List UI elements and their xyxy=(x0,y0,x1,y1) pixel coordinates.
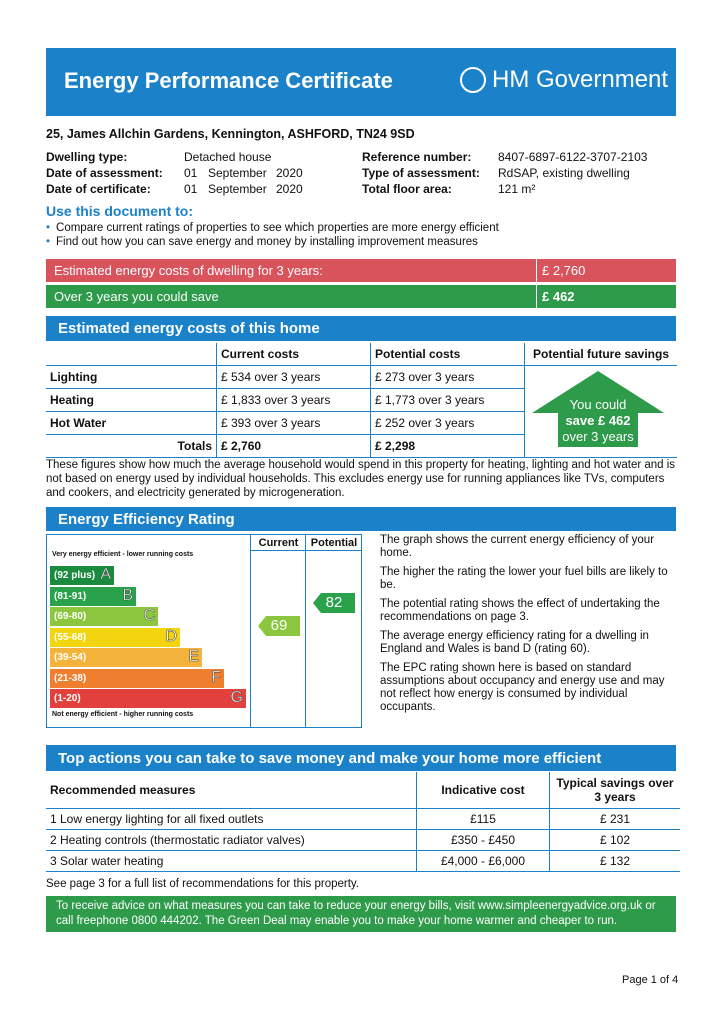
table-header-row xyxy=(46,343,677,366)
floor-area-value: 121 m² xyxy=(498,182,536,196)
measure: 2 Heating controls (thermostatic radiator valves) xyxy=(46,830,417,851)
dwelling-type-value: Detached house xyxy=(184,150,272,164)
savings-label: Over 3 years you could save xyxy=(54,289,219,304)
rating-band xyxy=(50,587,136,606)
bar-divider xyxy=(536,259,537,282)
rating-note: The higher the rating the lower your fuel bills are likely to be. xyxy=(380,566,668,591)
bar-divider xyxy=(536,285,537,308)
table-header-row xyxy=(46,772,680,809)
costs-heading: Estimated energy costs of this home xyxy=(58,320,320,337)
totals-label: Totals xyxy=(46,435,217,458)
date-certificate-year: 2020 xyxy=(276,182,303,196)
row-potential: £ 1,773 over 3 years xyxy=(371,389,525,412)
rating-band xyxy=(50,669,224,688)
rating-note: The EPC rating shown here is based on standard assumptions about occupancy and energy use and may not reflect how energy is consumed by individual occupants. xyxy=(380,662,665,713)
measure-cost: £350 - £450 xyxy=(417,830,550,851)
reference-label: Reference number: xyxy=(362,150,472,164)
column-current: Current xyxy=(258,537,299,549)
rating-note: The graph shows the current energy efficiency of your home. xyxy=(380,534,655,559)
figures-note: These figures show how much the average household would spend in this property for heating, lighting and hot water and is not based on energy used by individual households. This excludes energy use for running appliances like TVs, computers and cookers, and electricity generated by microgeneration. xyxy=(46,459,676,499)
band-range: (39-54) xyxy=(54,652,87,663)
rating-note: The potential rating shows the effect of undertaking the recommendations on page 3. xyxy=(380,598,660,623)
column-divider xyxy=(305,534,306,728)
row-label: Heating xyxy=(46,389,217,412)
row-label: Hot Water xyxy=(46,412,217,435)
rating-band xyxy=(50,607,158,626)
band-letter: F xyxy=(211,668,221,686)
floor-area-label: Total floor area: xyxy=(362,182,452,196)
measure-cost: £4,000 - £6,000 xyxy=(417,851,550,872)
date-certificate-month: September xyxy=(208,182,267,196)
row-current: £ 1,833 over 3 years xyxy=(217,389,371,412)
header-future-savings: Potential future savings xyxy=(525,343,678,366)
estimated-costs-label: Estimated energy costs of dwelling for 3 years: xyxy=(54,263,323,278)
use-bullet: • Compare current ratings of properties to see which properties are more energy efficient xyxy=(46,222,499,234)
rating-heading: Energy Efficiency Rating xyxy=(58,511,235,528)
actions-heading: Top actions you can take to save money and make your home more efficient xyxy=(58,750,602,767)
use-heading: Use this document to: xyxy=(46,203,194,219)
header-current-costs: Current costs xyxy=(217,343,371,366)
row-current: £ 393 over 3 years xyxy=(217,412,371,435)
header-measures: Recommended measures xyxy=(46,772,417,809)
hm-government-logo: HM Government xyxy=(492,66,669,93)
measure: 3 Solar water heating xyxy=(46,851,417,872)
band-range: (81-91) xyxy=(54,590,87,602)
date-assessment-year: 2020 xyxy=(276,166,303,180)
savings-message: You could save £ 462 over 3 years xyxy=(562,397,634,444)
rating-note: The average energy efficiency rating for a dwelling in England and Wales is band D (rating 60). xyxy=(380,630,649,655)
type-assessment-label: Type of assessment: xyxy=(362,166,480,180)
column-potential: Potential xyxy=(310,537,358,549)
recommendations-table xyxy=(46,772,680,872)
date-certificate-day: 01 xyxy=(184,182,198,196)
see-page-note: See page 3 for a full list of recommendations for this property. xyxy=(46,878,359,890)
savings-value: £ 462 xyxy=(542,289,575,304)
table-row xyxy=(46,851,680,872)
band-range: (55-68) xyxy=(54,631,87,643)
measure-saving: £ 231 xyxy=(550,809,681,830)
band-letter: E xyxy=(188,648,199,665)
costs-heading-bar xyxy=(46,316,676,341)
document-title: Energy Performance Certificate xyxy=(64,68,393,93)
bullet-icon: • xyxy=(46,222,51,234)
band-range: (1-20) xyxy=(54,693,81,704)
band-letter: G xyxy=(230,689,243,706)
date-assessment-month: September xyxy=(208,166,267,180)
chart-top-note: Very energy efficient - lower running costs xyxy=(52,551,194,558)
type-assessment-value: RdSAP, existing dwelling xyxy=(498,166,630,180)
header-typical-savings: Typical savings over 3 years xyxy=(550,772,681,809)
rating-notes xyxy=(380,534,676,714)
page-number: Page 1 of 4 xyxy=(622,974,679,986)
savings-bar xyxy=(46,285,676,308)
reference-value: 8407-6897-6122-3707-2103 xyxy=(498,150,648,164)
date-certificate-label: Date of certificate: xyxy=(46,182,151,196)
royal-crest-icon xyxy=(460,67,486,93)
rating-band xyxy=(50,628,180,647)
band-range: (69-80) xyxy=(54,611,87,622)
measure: 1 Low energy lighting for all fixed outlets xyxy=(46,809,417,830)
row-current: £ 534 over 3 years xyxy=(217,366,371,389)
measure-saving: £ 132 xyxy=(550,851,681,872)
rating-heading-bar xyxy=(46,507,676,531)
totals-potential: £ 2,298 xyxy=(371,435,525,458)
potential-rating-arrow: 82 xyxy=(313,593,355,613)
band-range: (92 plus) xyxy=(54,570,96,581)
date-assessment-label: Date of assessment: xyxy=(46,166,163,180)
band-letter: B xyxy=(122,586,133,604)
row-potential: £ 252 over 3 years xyxy=(371,412,525,435)
header-potential-costs: Potential costs xyxy=(371,343,525,366)
current-rating-arrow: 69 xyxy=(258,616,300,636)
row-label: Lighting xyxy=(46,366,217,389)
date-assessment-day: 01 xyxy=(184,166,198,180)
advice-box xyxy=(46,896,676,932)
row-potential: £ 273 over 3 years xyxy=(371,366,525,389)
bullet-icon: • xyxy=(46,236,51,248)
actions-heading-bar xyxy=(46,745,676,771)
band-letter: D xyxy=(165,627,177,645)
dwelling-type-label: Dwelling type: xyxy=(46,150,128,164)
advice-text: To receive advice on what measures you can take to reduce your energy bills, visit www.simpleenergyadvice.org.uk or call freephone 0800 444202. The Green Deal may enable you to make your home warmer and cheaper to run. xyxy=(56,900,656,927)
header-indicative-cost: Indicative cost xyxy=(417,772,550,809)
estimated-costs-bar xyxy=(46,259,676,282)
table-row xyxy=(46,830,680,851)
band-letter: A xyxy=(100,566,111,583)
column-header-line xyxy=(250,550,362,551)
column-divider xyxy=(250,534,251,728)
property-address: 25, James Allchin Gardens, Kennington, ASHFORD, TN24 9SD xyxy=(46,127,415,141)
rating-band xyxy=(50,689,246,708)
rating-band xyxy=(50,566,114,585)
band-letter: C xyxy=(143,607,155,624)
totals-current: £ 2,760 xyxy=(217,435,371,458)
rating-band xyxy=(50,648,202,667)
table-row xyxy=(46,809,680,830)
use-bullet: • Find out how you can save energy and money by installing improvement measures xyxy=(46,236,478,248)
measure-saving: £ 102 xyxy=(550,830,681,851)
measure-cost: £115 xyxy=(417,809,550,830)
chart-bottom-note: Not energy efficient - higher running costs xyxy=(52,711,194,718)
estimated-costs-value: £ 2,760 xyxy=(542,263,586,278)
band-range: (21-38) xyxy=(54,672,87,684)
